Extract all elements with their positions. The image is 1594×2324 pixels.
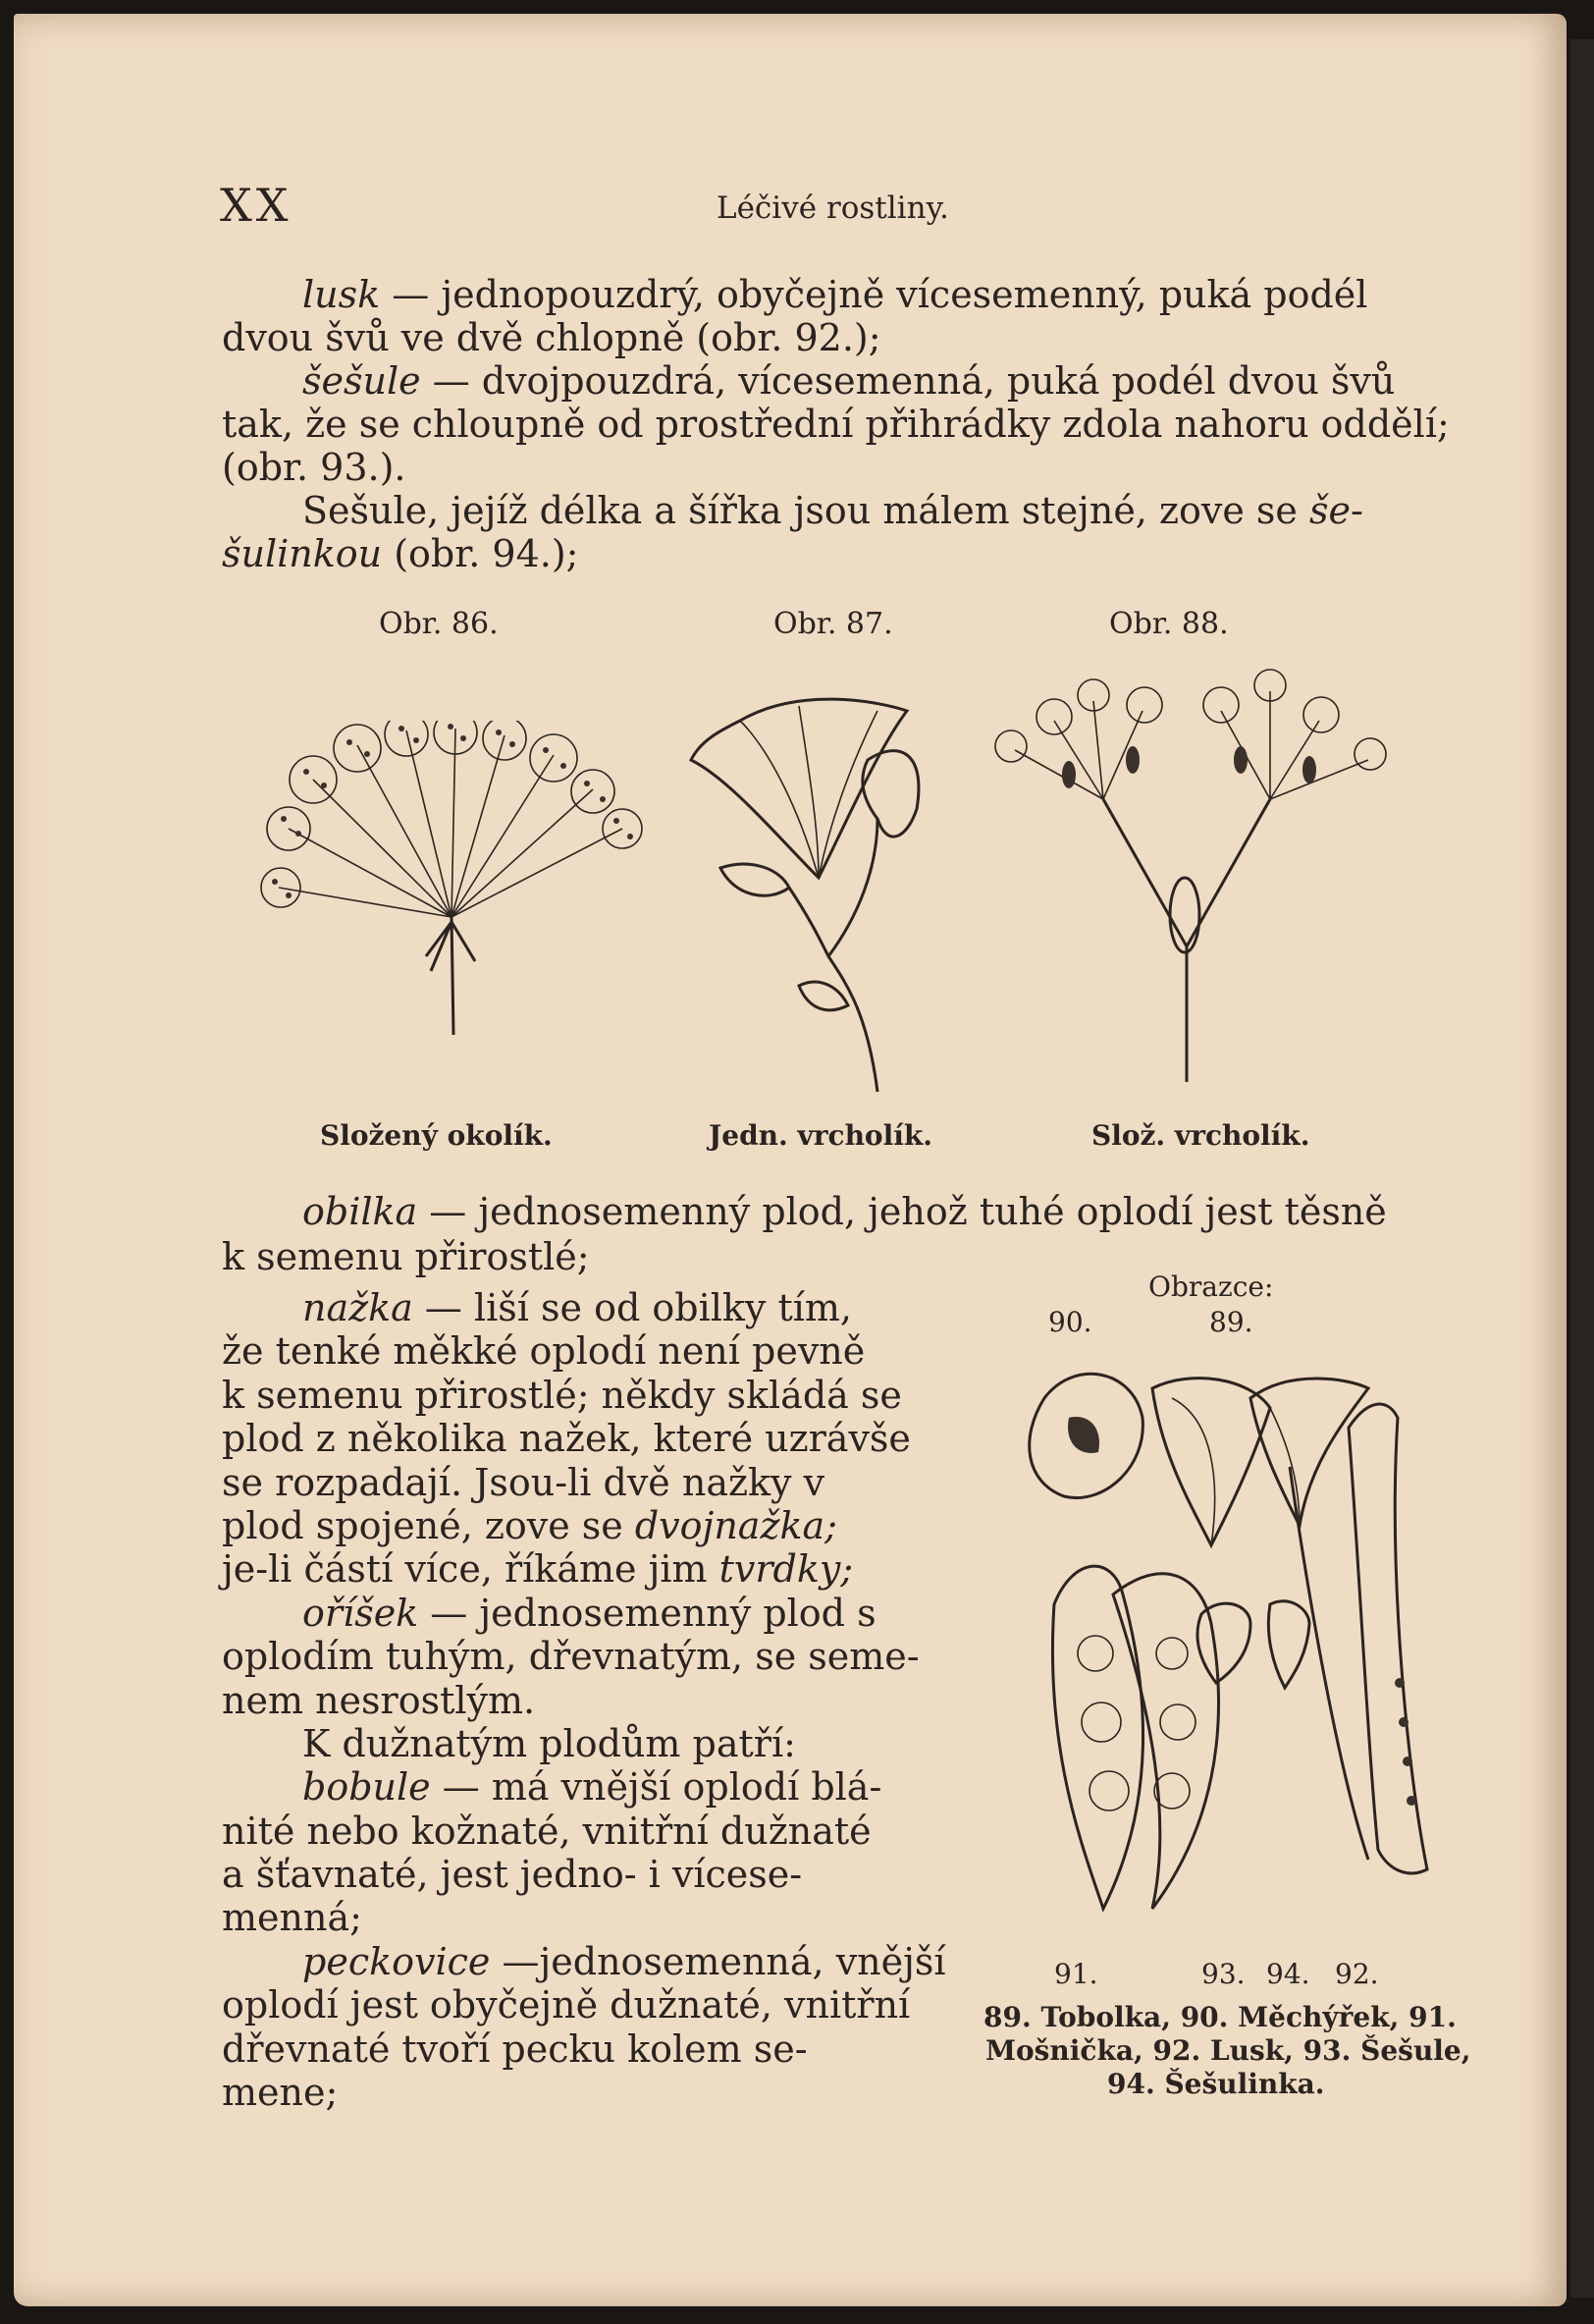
line-text: oplodím tuhým, dřevnatým, se seme- [222, 1635, 920, 1679]
figure-group-caption-line2: Mošnička, 92. Lusk, 93. Šešule, [985, 2034, 1471, 2067]
text-line [222, 1679, 948, 1722]
figure-label-86: Obr. 86. [379, 607, 499, 641]
text-line [222, 1374, 948, 1417]
term: bobule [302, 1765, 431, 1810]
figure-number-91: 91. [1054, 1958, 1098, 1990]
term-obilka: obilka [302, 1190, 418, 1233]
line-text: menná; [222, 1896, 362, 1940]
text-line: tak, že se chloupně od prostřední přihrádky zdola nahoru oddělí; [222, 403, 1450, 446]
line-text: — má vnější oplodí blá- [430, 1765, 882, 1810]
text-line [222, 1853, 948, 1896]
figure-caption-87: Jedn. vrcholík. [709, 1119, 933, 1152]
line-text: plod spojené, zove se [222, 1503, 635, 1547]
line-text: —jednosemenná, vnější [490, 1939, 946, 1983]
line-text: dřevnaté tvoří pecku kolem se- [222, 2027, 808, 2071]
text-line: (obr. 93.). [222, 446, 406, 489]
line-text: — dvojpouzdrá, vícesemenná, puká podél dvou švů [420, 359, 1396, 403]
line-text: — jednosemenný plod, jehož tuhé oplodí jest těsně [417, 1190, 1387, 1233]
figure-label-87: Obr. 87. [773, 607, 893, 641]
text-line [222, 1722, 948, 1765]
text-line [222, 1329, 948, 1373]
line-text: se rozpadají. Jsou-li dvě nažky v [222, 1460, 825, 1504]
line-text: nité nebo kožnaté, vnitřní dužnaté [222, 1809, 872, 1853]
fruit-types-illustration [1015, 1359, 1466, 1948]
figure-number-92: 92. [1335, 1958, 1379, 1990]
text-line [222, 1940, 948, 1983]
text-line [222, 1547, 948, 1591]
term: tvrdky; [718, 1547, 854, 1592]
line-text: oplodí jest obyčejně dužnaté, vnitřní [222, 1983, 911, 2027]
term-sesule: šešule [302, 359, 421, 403]
text-line [222, 1461, 948, 1504]
line-text: k semenu přirostlé; někdy skládá se [222, 1373, 902, 1417]
running-title: Léčivé rostliny. [717, 190, 949, 226]
text-line [222, 2071, 948, 2114]
left-column-text [222, 1286, 948, 2114]
line-text: — jednopouzdrý, obyčejně vícesemenný, puká podél [380, 273, 1368, 316]
line-text: plod z několika nažek, které uzrávše [222, 1417, 911, 1461]
text-line [302, 273, 1459, 316]
text-line [222, 1504, 948, 1547]
term: oříšek [302, 1591, 419, 1635]
text-line [222, 1896, 948, 1939]
line-text: mene; [222, 2071, 339, 2115]
line-text: je-li částí více, říkáme jim [222, 1547, 719, 1592]
term-sesulinkou: šulinkou [222, 532, 383, 575]
figure-number-93: 93. [1201, 1958, 1246, 1990]
term: nažka [302, 1286, 413, 1329]
figure-caption-86: Složený okolík. [320, 1119, 553, 1152]
text-line: k semenu přirostlé; [222, 1235, 590, 1278]
figure-number-89: 89. [1209, 1306, 1253, 1338]
compound-cyme-illustration [976, 652, 1408, 1084]
figure-label-88: Obr. 88. [1109, 607, 1229, 641]
text-line [222, 1810, 948, 1853]
figure-number-90: 90. [1048, 1306, 1092, 1338]
figure-caption-88: Slož. vrcholík. [1091, 1119, 1310, 1152]
figure-number-94: 94. [1266, 1958, 1310, 1990]
figure-group-caption-line3: 94. Šešulinka. [1107, 2068, 1325, 2100]
figure-group-caption-line1: 89. Tobolka, 90. Měchýřek, 91. [983, 2001, 1457, 2033]
text-line [222, 2027, 948, 2071]
line-text: K dužnatým plodům patří: [302, 1721, 796, 1765]
text-line [222, 1592, 948, 1635]
line-text: (obr. 94.); [382, 532, 579, 575]
line-text: — liší se od obilky tím, [412, 1286, 853, 1329]
figure-group-title: Obrazce: [1148, 1270, 1274, 1303]
term: peckovice [302, 1939, 491, 1983]
line-text: a šťavnaté, jest jedno- i vícese- [222, 1853, 803, 1897]
text-line: dvou švů ve dvě chlopně (obr. 92.); [222, 316, 881, 359]
page-number: XX [220, 179, 292, 232]
term-sesulinka: še- [1308, 489, 1363, 532]
term-lusk: lusk [302, 273, 381, 316]
text-line [222, 1635, 948, 1678]
compound-umbel-illustration [259, 721, 652, 1035]
line-text: nem nesrostlým. [222, 1678, 536, 1722]
line-text: Sešule, jejíž délka a šířka jsou málem stejné, zove se [302, 489, 1309, 532]
text-line [222, 1417, 948, 1460]
text-line [222, 1983, 948, 2027]
book-page [14, 14, 1567, 2306]
line-text: že tenké měkké oplodí není pevně [222, 1329, 866, 1374]
book-spine-edge [1570, 39, 1594, 2297]
simple-cyme-illustration [681, 691, 936, 1094]
text-line [222, 1765, 948, 1809]
line-text: — jednosemenný plod s [418, 1591, 877, 1635]
text-line [222, 1286, 948, 1329]
term: dvojnažka; [634, 1503, 837, 1547]
